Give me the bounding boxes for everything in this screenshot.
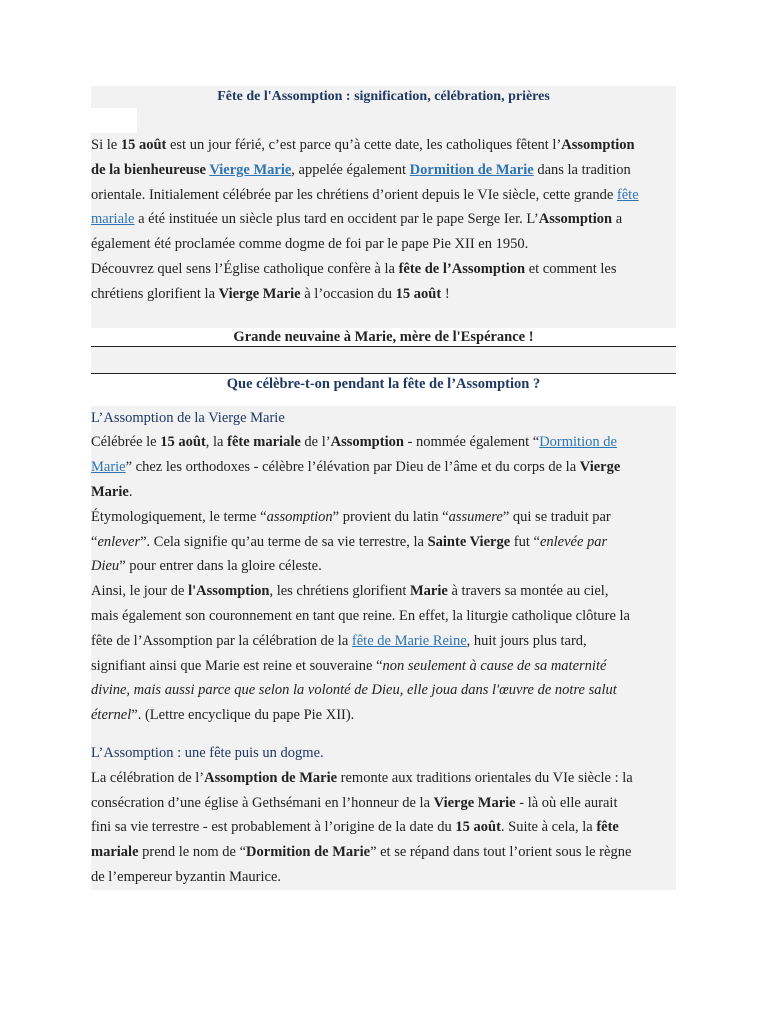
subsection-heading-dogme: L’Assomption : une fête puis un dogme. — [91, 744, 324, 761]
body-line: Célébrée le 15 août, la fête mariale de l’Assomption - nommée également “Dormition de — [91, 434, 617, 451]
body-line: divine, mais aussi parce que selon la volonté de Dieu, elle joua dans l'œuvre de notre salut — [91, 682, 617, 699]
body-line: mais également son couronnement en tant que reine. En effet, la liturgie catholique clôture la — [91, 607, 630, 624]
title-spacer — [91, 108, 676, 133]
body-line: éternel”. (Lettre encyclique du pape Pie XII). — [91, 707, 355, 724]
link-dormition-de-marie-2-cont[interactable]: Marie — [91, 459, 126, 476]
body-line: de l’empereur byzantin Maurice. — [91, 868, 282, 885]
body-line: consécration d’une église à Gethsémani en l’honneur de la Vierge Marie - là où elle aurait — [91, 794, 618, 811]
body-line: Étymologiquement, le terme “assomption” provient du latin “assumere” qui se traduit par — [91, 508, 611, 525]
intro-line: orientale. Initialement célébrée par les chrétiens d’orient depuis le VIe siècle, cette grande fête — [91, 186, 639, 203]
body-line: La célébration de l’Assomption de Marie remonte aux traditions orientales du VIe siècle : la — [91, 769, 633, 786]
body-line: fini sa vie terrestre - est probablement à l’origine de la date du 15 août. Suite à cela, la fête — [91, 819, 619, 836]
document-column — [91, 86, 676, 890]
intro-line: Découvrez quel sens l’Église catholique confère à la fête de l’Assomption et comment les — [91, 260, 617, 277]
body-line: fête de l’Assomption par la célébration de la fête de Marie Reine, huit jours plus tard, — [91, 632, 587, 649]
intro-line: Si le 15 août est un jour férié, c’est parce qu’à cette date, les catholiques fêtent l’Assomption — [91, 137, 635, 153]
body-line: Ainsi, le jour de l'Assomption, les chrétiens glorifient Marie à travers sa montée au ciel, — [91, 583, 609, 600]
section-body — [91, 406, 676, 890]
link-dormition-de-marie-2[interactable]: Dormition de — [539, 434, 617, 451]
body-line: mariale prend le nom de “Dormition de Marie” et se répand dans tout l’orient sous le règne — [91, 844, 632, 861]
subsection-heading-assomption: L’Assomption de la Vierge Marie — [91, 409, 285, 426]
section-heading: Que célèbre-t-on pendant la fête de l’Assomption ? — [91, 374, 676, 394]
body-line: Dieu” pour entrer dans la gloire céleste. — [91, 558, 322, 575]
link-dormition-de-marie[interactable]: Dormition de Marie — [409, 161, 534, 178]
link-vierge-marie[interactable]: Vierge Marie — [209, 161, 292, 178]
neuvaine-heading[interactable]: Grande neuvaine à Marie, mère de l'Espérance ! — [91, 328, 676, 347]
intro-line: chrétiens glorifient la Vierge Marie à l’occasion du 15 août ! — [91, 285, 450, 302]
link-fete-mariale-cont[interactable]: mariale — [91, 211, 135, 228]
divider-band — [91, 347, 676, 374]
intro-line: de la bienheureuse Vierge Marie, appelée également Dormition de Marie dans la tradition — [91, 161, 631, 178]
intro-paragraph — [91, 133, 676, 328]
body-line: Marie. — [91, 483, 133, 500]
document-title: Fête de l'Assomption : signification, célébration, prières — [217, 89, 550, 104]
link-fete-mariale[interactable]: fête — [616, 186, 639, 203]
body-line: “enlever”. Cela signifie qu’au terme de sa vie terrestre, la Sainte Vierge fut “enlevée par — [91, 533, 608, 550]
intro-block — [91, 86, 676, 328]
body-line: Marie” chez les orthodoxes - célèbre l’élévation par Dieu de l’âme et du corps de la Vierge — [91, 459, 621, 476]
body-line: signifiant ainsi que Marie est reine et souveraine “non seulement à cause de sa maternité — [91, 657, 607, 674]
intro-line: également été proclamée comme dogme de foi par le pape Pie XII en 1950. — [91, 236, 529, 253]
link-fete-de-marie-reine[interactable]: fête de Marie Reine — [351, 632, 467, 649]
intro-line: mariale a été instituée un siècle plus tard en occident par le pape Serge Ier. L’Assomption a — [91, 211, 623, 228]
